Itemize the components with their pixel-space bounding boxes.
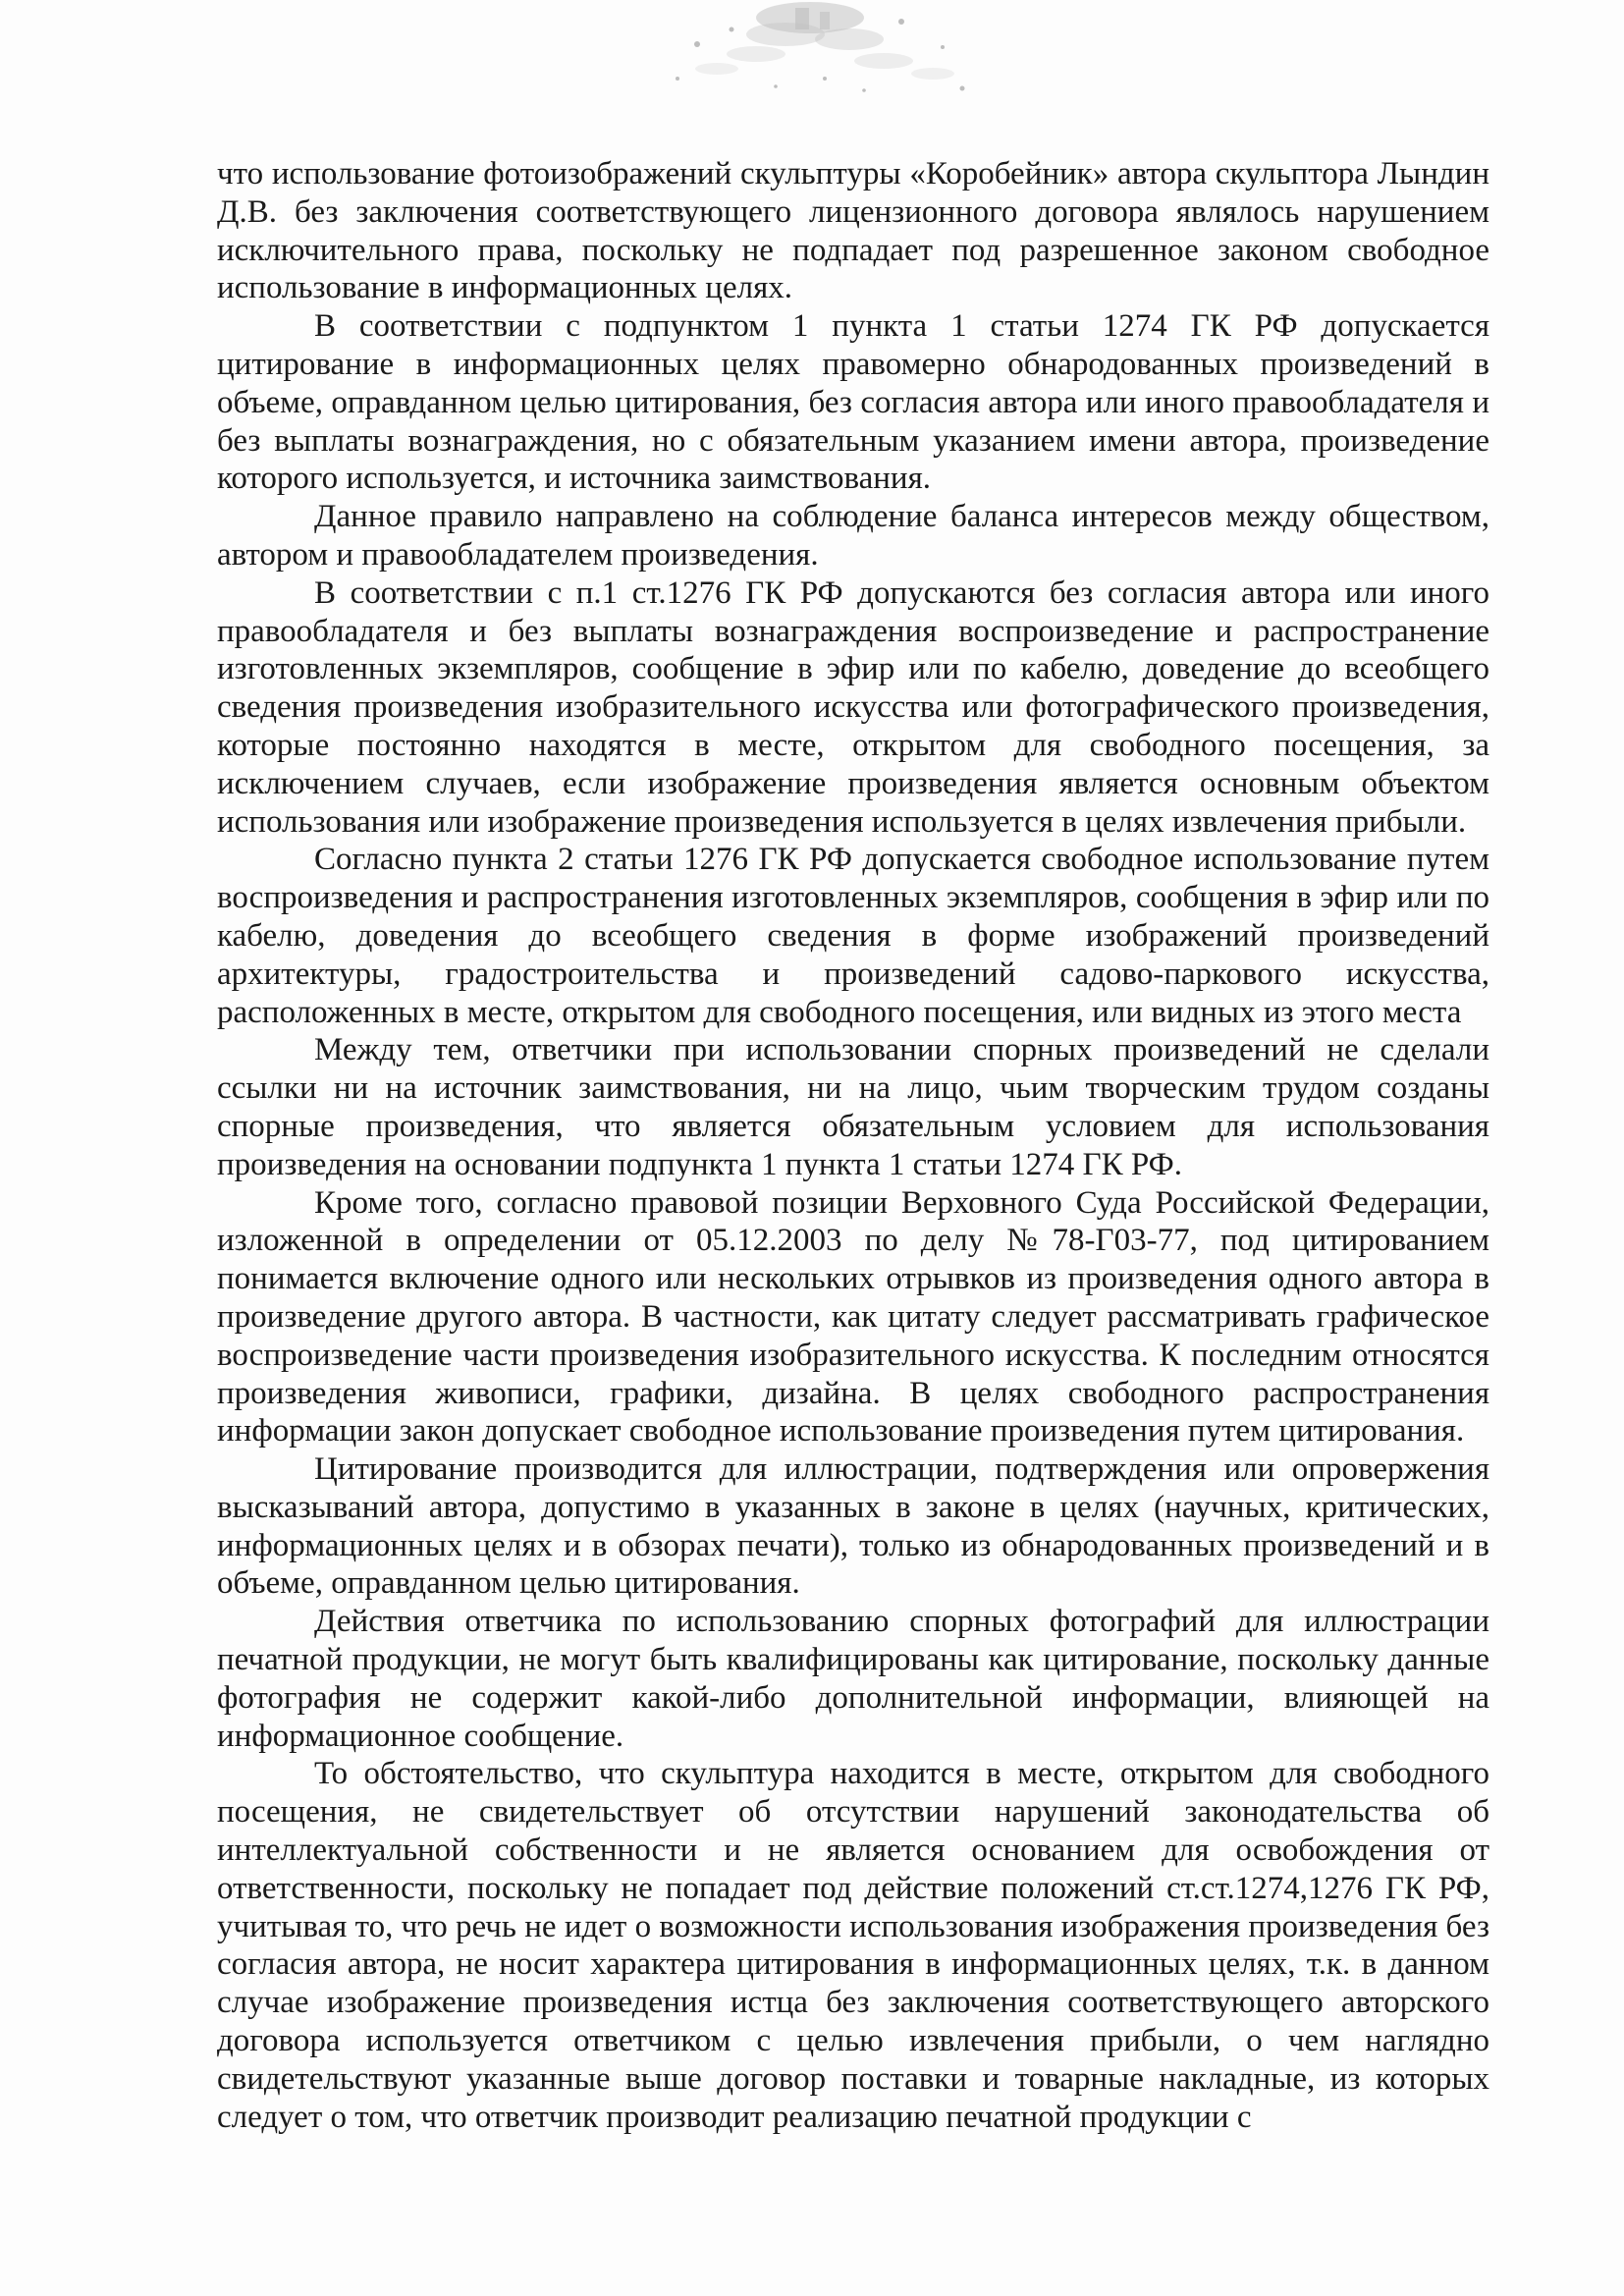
paragraph-3: Данное правило направлено на соблюдение баланса интересов между обществом, автором и правообладателем произведения.: [217, 499, 1489, 573]
paragraph-8: Цитирование производится для иллюстрации, подтверждения или опровержения высказываний автора, допустимо в указанных в законе в целях (научных, критических, информационных целях и в обзорах печати), только из обнародованных произведений и в объеме, оправданном целью цитирования.: [217, 1451, 1489, 1602]
paragraph-7: Кроме того, согласно правовой позиции Верховного Суда Российской Федерации, изложенной в определении от 05.12.2003 по делу №78-Г03-77, под цитированием понимается включение одного или нескольких отрывков из произведения одного автора в произведение другого автора. В частности, как цитату следует рассматривать графическое воспроизведение части произведения изобразительного искусства. К последним относятся произведения живописи, графики, дизайна. В целях свободного распространения информации закон допускает свободное использование произведения путем цитирования.: [217, 1184, 1489, 1449]
document-body: [217, 155, 1489, 2136]
stamp-smudge-icon: [638, 0, 992, 108]
paragraph-6: Между тем, ответчики при использовании спорных произведений не сделали ссылки ни на источник заимствования, ни на лицо, чьим творческим трудом созданы спорные произведения, что является обязательным условием для использования произведения на основании подпункта 1 пункта 1 статьи 1274 ГК РФ.: [217, 1032, 1489, 1182]
paragraph-1: что использование фотоизображений скульптуры «Коробейник» автора скульптора Лындин Д.В. без заключения соответствующего лицензионного договора являлось нарушением исключительного права, поскольку не подпадает под разрешенное законом свободное использование в информационных целях.: [217, 156, 1489, 306]
paragraph-5: Согласно пункта 2 статьи 1276 ГК РФ допускается свободное использование путем воспроизведения и распространения изготовленных экземпляров, сообщения в эфир или по кабелю, доведения до всеобщего сведения в форме изображений произведений архитектуры, градостроительства и произведений садово-паркового искусства, расположенных в месте, открытом для свободного посещения, или видных из этого места: [217, 842, 1489, 1030]
paragraph-4: В соответствии с п.1 ст.1276 ГК РФ допускаются без согласия автора или иного правообладателя и без выплаты вознаграждения воспроизведение и распространение изготовленных экземпляров, сообщение в эфир или по кабелю, доведение до всеобщего сведения произведения изобразительного искусства или фотографического произведения, которые постоянно находятся в месте, открытом для свободного посещения, за исключением случаев, если изображение произведения является основным объектом использования или изображение произведения используется в целях извлечения прибыли.: [217, 574, 1489, 840]
paragraph-10: То обстоятельство, что скульптура находится в месте, открытом для свободного посещения, не свидетельствует об отсутствии нарушений законодательства об интеллектуальной собственности и не является основанием для освобождения от ответственности, поскольку не попадает под действие положений ст.ст.1274,1276 ГК РФ, учитывая то, что речь не идет о возможности использования изображения произведения без согласия автора, не носит характера цитирования в информационных целях, т.к. в данном случае изображение произведения истца без заключения соответствующего авторского договора используется ответчиком с целью извлечения прибыли, о чем наглядно свидетельствуют указанные выше договор поставки и товарные накладные, из которых следует о том, что ответчик производит реализацию печатной продукции с: [217, 1756, 1489, 2135]
paragraph-2: В соответствии с подпунктом 1 пункта 1 статьи 1274 ГК РФ допускается цитирование в информационных целях правомерно обнародованных произведений в объеме, оправданном целью цитирования, без согласия автора или иного правообладателя и без выплаты вознаграждения, но с обязательным указанием имени автора, произведение которого используется, и источника заимствования.: [217, 308, 1489, 497]
paragraph-9: Действия ответчика по использованию спорных фотографий для иллюстрации печатной продукции, не могут быть квалифицированы как цитирование, поскольку данные фотография не содержит какой-либо дополнительной информации, влияющей на информационное сообщение.: [217, 1604, 1489, 1754]
